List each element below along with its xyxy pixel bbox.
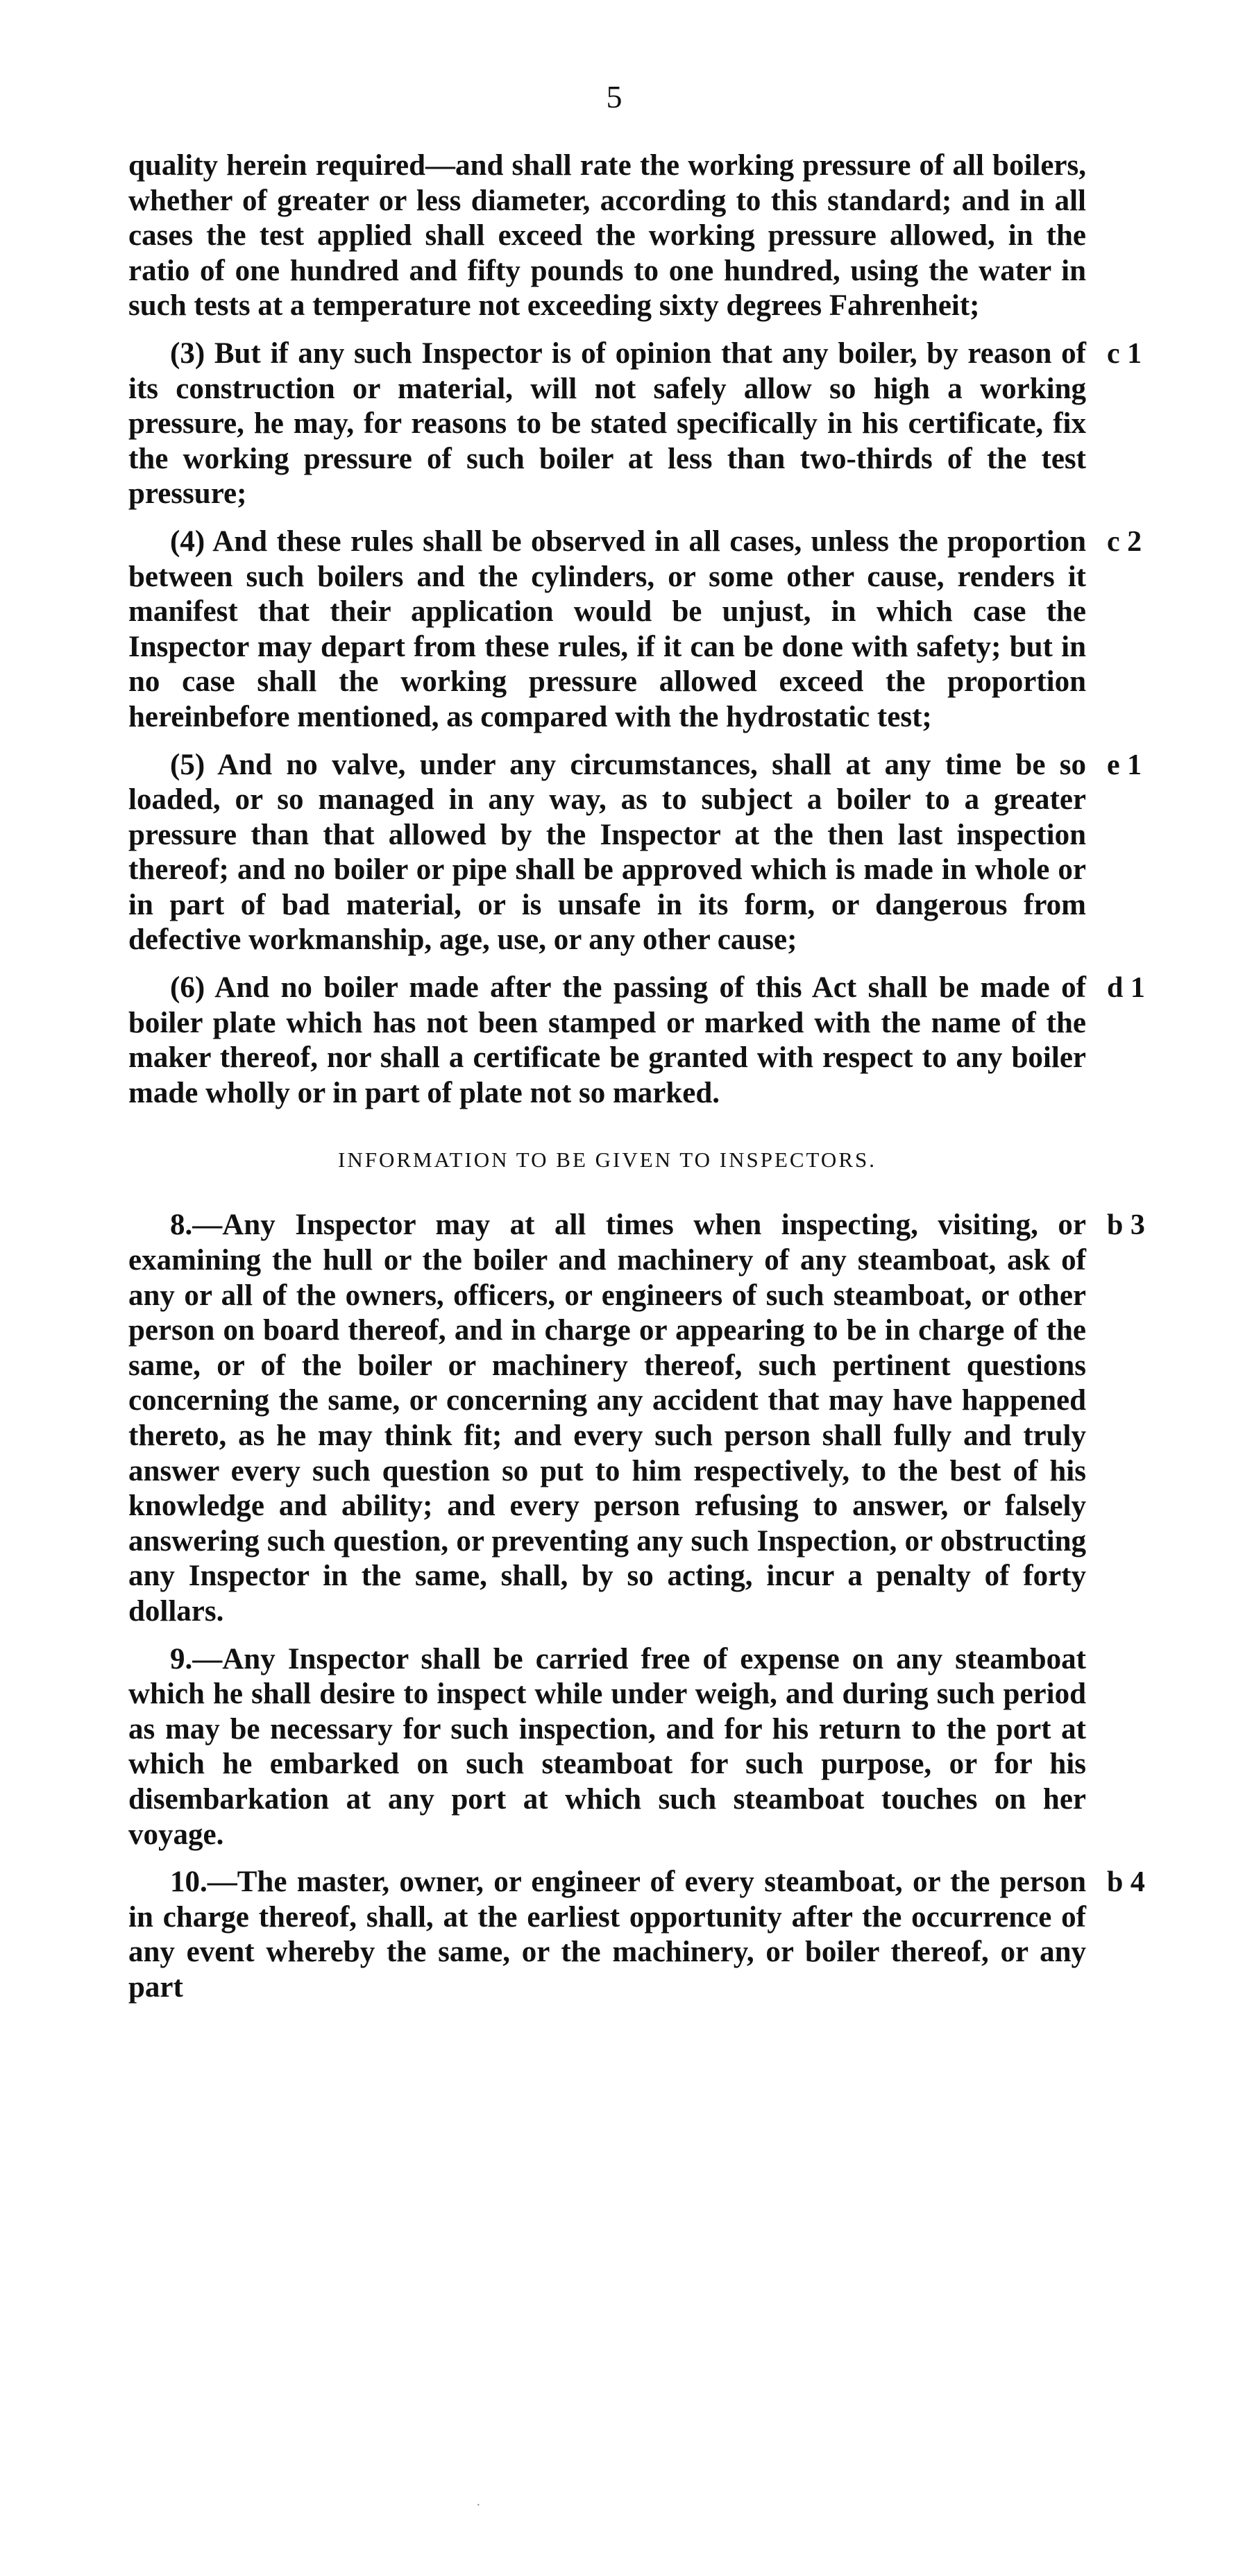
margin-note: b 3 xyxy=(1107,1209,1145,1242)
page-speck: · xyxy=(476,2498,481,2513)
margin-note: e 1 xyxy=(1107,749,1142,781)
paragraph-subsection-6 xyxy=(128,971,1145,1111)
margin-note: d 1 xyxy=(1107,972,1145,1005)
section-10 xyxy=(128,1865,1145,2005)
paragraph-subsection-5 xyxy=(128,748,1142,959)
paragraph-text: (3) But if any such Inspector is of opinion that any boiler, by reason of its construction or material, will not safely allow so high a working pressure, he may, for reasons to be stated specifically in his certificate, fix the working pressure of such boiler at less than two-thirds of the test pressure; xyxy=(128,336,1086,511)
paragraph-text: (6) And no boiler made after the passing of this Act shall be made of boiler plate which has not been stamped or marked with the name of the maker thereof, nor shall a certificate be granted with respect to any boiler made wholly or in part of plate not so marked. xyxy=(128,971,1086,1109)
margin-note: c 2 xyxy=(1107,525,1142,558)
section-text: 9.—Any Inspector shall be carried free of expense on any steamboat which he shall desire to inspect while under weigh, and during such period as may be necessary for such inspection, and for his return to the port at which he embarked on such steamboat for such purpose, or for his disembarkation at any port at which such steamboat touches on her voyage. xyxy=(128,1642,1086,1851)
paragraph-continued xyxy=(128,148,1086,324)
section-9 xyxy=(128,1642,1086,1853)
section-heading: INFORMATION TO BE GIVEN TO INSPECTORS. xyxy=(338,1148,877,1172)
paragraph-subsection-3 xyxy=(128,336,1142,512)
section-text: 10.—The master, owner, or engineer of every steamboat, or the person in charge thereof, shall, at the earliest opportunity after the occurrence of any event whereby the same, or the machinery, or boiler thereof, or any part xyxy=(128,1866,1086,2004)
paragraph-subsection-4 xyxy=(128,524,1142,735)
margin-note: c 1 xyxy=(1107,337,1142,370)
document-page xyxy=(128,76,1145,2018)
page-number: 5 xyxy=(606,79,623,114)
paragraph-text: (5) And no valve, under any circumstances, shall at any time be so loaded, or so managed in any way, as to subject a boiler to a greater pressure than that allowed by the Inspector at the then last inspection thereof; and no boiler or pipe shall be approved which is made in whole or in part of bad material, or is unsafe in its form, or dangerous from defective workmanship, age, use, or any other cause; xyxy=(128,748,1086,957)
section-text: 8.—Any Inspector may at all times when inspecting, visiting, or examining the hull or the boiler and machinery of any steamboat, ask of any or all of the owners, officers, or engineers of such steamboat, or other person on board thereof, and in charge or appearing to be in charge of the same, or of the boiler or machinery thereof, such pertinent questions concerning the same, or concerning any accident that may have happened thereto, as he may think fit; and every such person shall fully and truly answer every such question so put to him respectively, to the best of his knowledge and ability; and every person refusing to answer, or falsely answering such question, or preventing any such Inspection, or obstructing any Inspector in the same, shall, by so acting, incur a penalty of forty dollars. xyxy=(128,1209,1086,1628)
paragraph-text: (4) And these rules shall be observed in all cases, unless the proportion between such boilers and the cylinders, or some other cause, renders it manifest that their application would be unjust, in which case the Inspector may depart from these rules, if it can be done with safety; but in no case shall the working pressure allowed exceed the proportion hereinbefore mentioned, as compared with the hydrostatic test; xyxy=(128,524,1086,733)
margin-note: b 4 xyxy=(1107,1866,1145,1899)
section-8 xyxy=(128,1208,1145,1629)
paragraph-text: quality herein required—and shall rate the working pressure of all boilers, whether of greater or less diameter, according to this standard; and in all cases the test applied shall exceed the working pressure allowed, in the ratio of one hundred and fifty pounds to one hundred, using the water in such tests at a temperature not exceeding sixty degrees Fahrenheit; xyxy=(128,149,1086,323)
